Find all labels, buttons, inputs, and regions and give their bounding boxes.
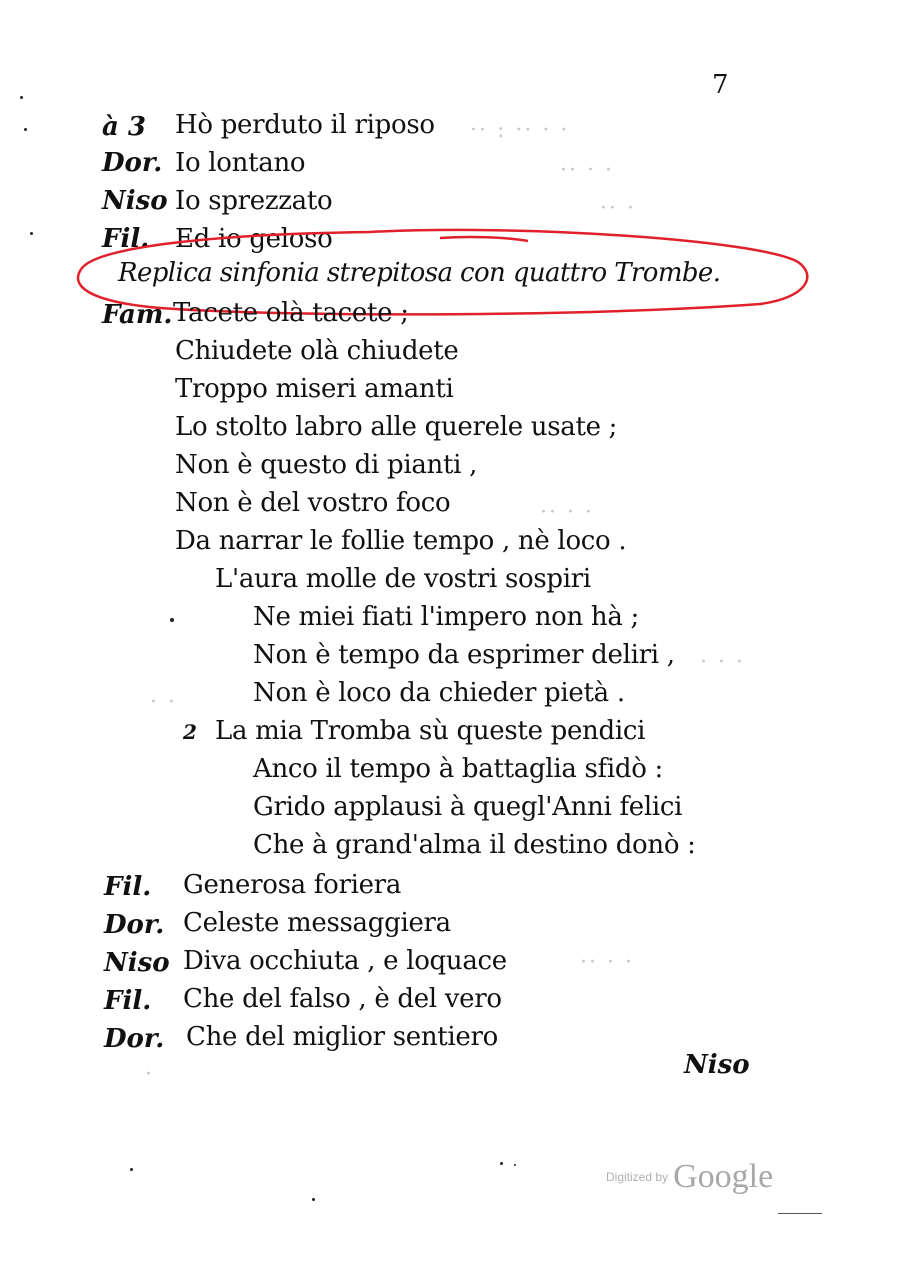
speaker-label: Dor.	[102, 148, 163, 178]
verse-line: Hò perduto il riposo	[175, 110, 435, 140]
verse-line: Che à grand'alma il destino donò :	[253, 830, 696, 860]
verse-line: Diva occhiuta , e loquace	[183, 946, 507, 976]
verse-line: Grido applausi à quegl'Anni felici	[253, 792, 683, 822]
verse-line: La mia Tromba sù queste pendici	[215, 716, 646, 746]
verse-line: Che del miglior sentiero	[186, 1022, 498, 1052]
speck	[170, 618, 174, 622]
speck	[500, 1162, 503, 1165]
verse-number: 2	[183, 720, 197, 744]
verse-line: Io sprezzato	[175, 186, 333, 216]
speaker-label: à 3	[102, 112, 146, 142]
verse-line: Troppo miseri amanti	[175, 374, 454, 404]
speaker-label: Fil.	[104, 872, 152, 902]
bleed-through: ·	[145, 1062, 154, 1087]
verse-line: Ed io geloso	[175, 224, 333, 254]
speck	[514, 1164, 516, 1166]
speck	[30, 232, 33, 235]
speck	[24, 128, 27, 131]
page-number: 7	[712, 70, 729, 100]
speaker-label: Fam.	[102, 300, 173, 330]
speaker-label: Dor.	[104, 1024, 165, 1054]
catchword: Niso	[684, 1050, 750, 1080]
stage-direction: Replica sinfonia strepitosa con quattro Trombe.	[118, 258, 721, 288]
verse-line: Non è del vostro foco	[175, 488, 451, 518]
digitized-watermark	[606, 1158, 773, 1196]
verse-line: Anco il tempo à battaglia sfidò :	[253, 754, 663, 784]
bleed-through: ·· · ·	[580, 950, 634, 975]
bleed-through: ·· : ·· · ·	[470, 118, 570, 143]
watermark-prefix: Digitized by	[606, 1170, 669, 1184]
verse-line: Non è loco da chieder pietà .	[253, 678, 625, 708]
verse-line: Io lontano	[175, 148, 306, 178]
speaker-label: Dor.	[104, 910, 165, 940]
speaker-label: Fil.	[104, 986, 152, 1016]
verse-line: Non è tempo da esprimer deliri ,	[253, 640, 675, 670]
bleed-through: ·· ·	[600, 196, 636, 221]
speaker-label: Fil.	[102, 224, 150, 254]
verse-line: Da narrar le follie tempo , nè loco .	[175, 526, 627, 556]
speaker-label: Niso	[104, 948, 170, 978]
speck	[130, 1168, 133, 1171]
verse-line: Celeste messaggiera	[183, 908, 451, 938]
verse-line: Generosa foriera	[183, 870, 402, 900]
speaker-label: Niso	[102, 186, 168, 216]
speck	[312, 1198, 315, 1201]
verse-line: L'aura molle de vostri sospiri	[215, 564, 591, 594]
verse-line: Lo stolto labro alle querele usate ;	[175, 412, 618, 442]
verse-line: Non è questo di pianti ,	[175, 450, 478, 480]
verse-line: Ne miei fiati l'impero non hà ;	[253, 602, 639, 632]
divider	[778, 1213, 822, 1214]
verse-line: Tacete olà tacete ;	[173, 298, 409, 328]
speck	[20, 96, 23, 99]
bleed-through: · · ·	[700, 650, 745, 675]
google-logo: Google	[673, 1158, 774, 1195]
bleed-through: ·· · ·	[560, 158, 614, 183]
verse-line: Che del falso , è del vero	[183, 984, 502, 1014]
verse-line: Chiudete olà chiudete	[175, 336, 459, 366]
bleed-through: ·· · ·	[540, 500, 594, 525]
bleed-through: · ·	[150, 690, 177, 715]
